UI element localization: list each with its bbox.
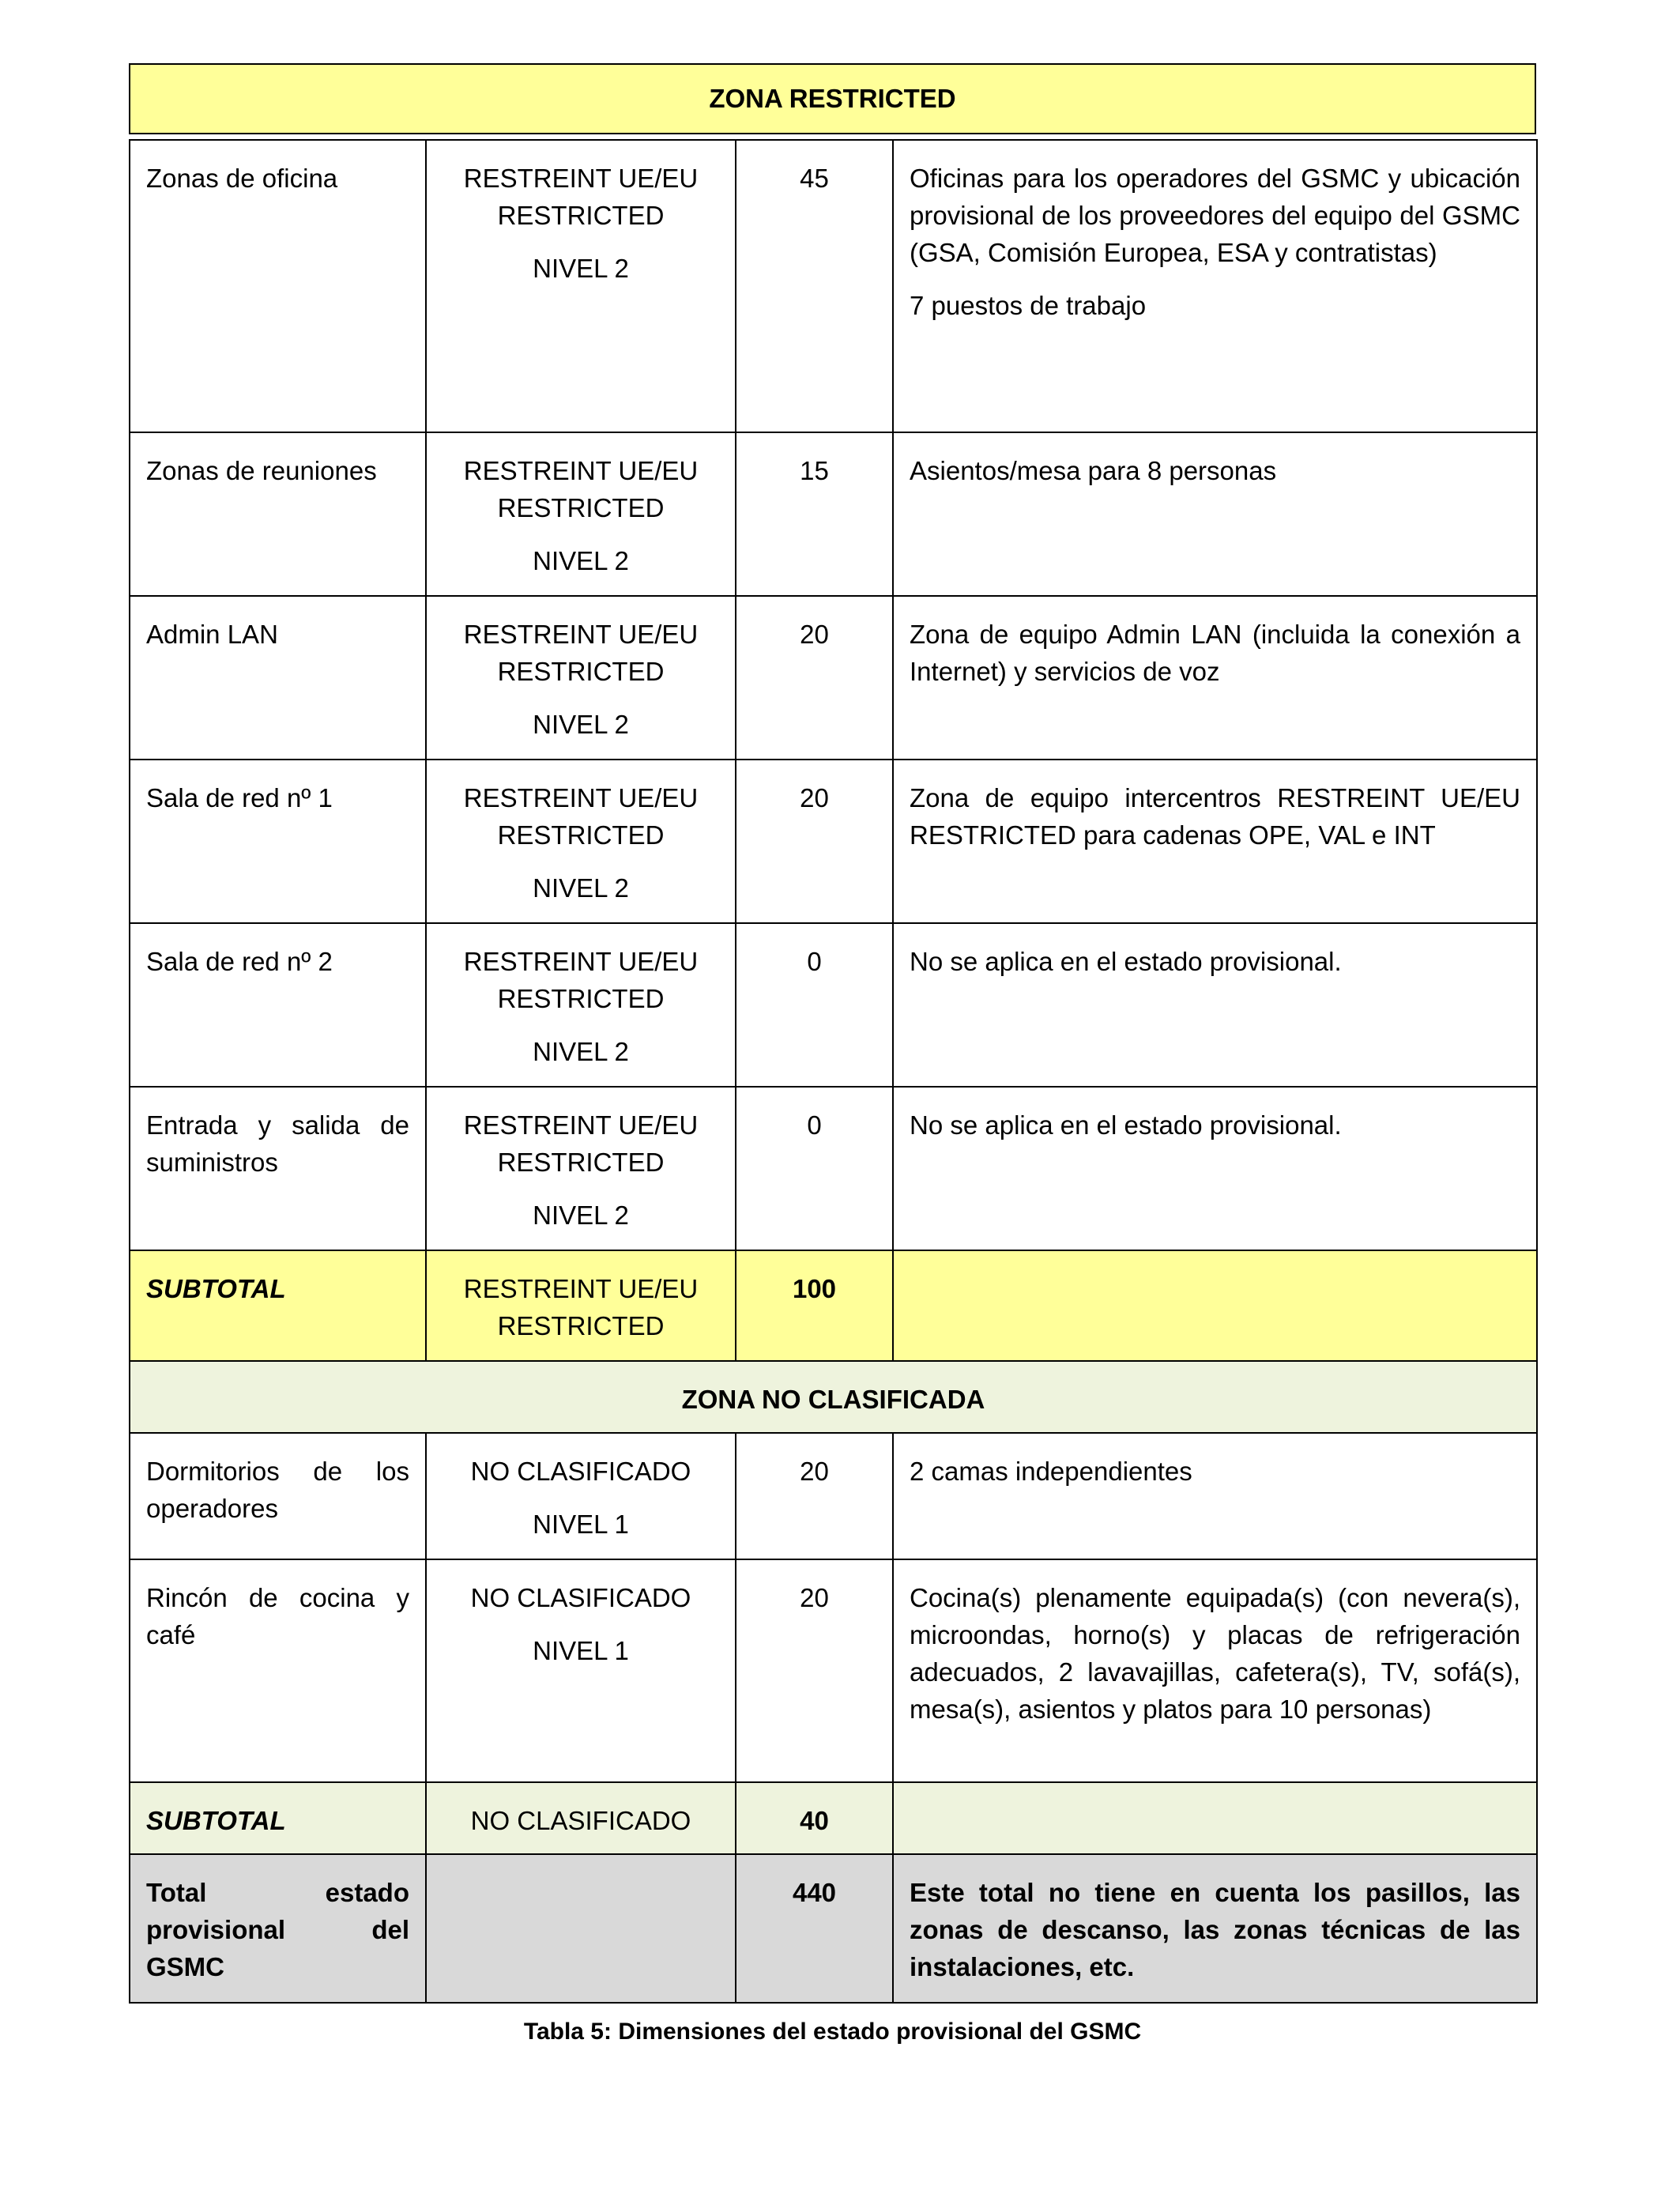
subtotal-row	[130, 1250, 1537, 1361]
description-cell: No se aplica en el estado provisional.	[893, 923, 1537, 1087]
section-title-unclassified: ZONA NO CLASIFICADA	[130, 1361, 1537, 1433]
description-cell: No se aplica en el estado provisional.	[893, 1087, 1537, 1250]
area-cell: 45	[736, 140, 893, 432]
zone-cell: Dormitorios de los operadores	[130, 1433, 426, 1559]
zone-cell: Zonas de oficina	[130, 140, 426, 432]
empty-cell	[893, 1782, 1537, 1854]
table-row	[130, 760, 1537, 923]
table-row	[130, 1433, 1537, 1559]
empty-cell	[426, 1854, 736, 2003]
area-cell: 20	[736, 1559, 893, 1782]
zone-cell: Entrada y salida de suministros	[130, 1087, 426, 1250]
classification-text: RESTREINT UE/EU RESTRICTED	[463, 620, 699, 686]
subtotal-label: SUBTOTAL	[130, 1250, 426, 1361]
table-caption: Tabla 5: Dimensiones del estado provisional del GSMC	[523, 2019, 1142, 2045]
subtotal-classification: RESTREINT UE/EU RESTRICTED	[426, 1250, 736, 1361]
zone-cell: Sala de red nº 2	[130, 923, 426, 1087]
area-cell: 15	[736, 432, 893, 596]
table-row	[130, 596, 1537, 760]
classification-cell	[426, 596, 736, 760]
zone-cell: Rincón de cocina y café	[130, 1559, 426, 1782]
table-row	[130, 432, 1537, 596]
zone-cell: Admin LAN	[130, 596, 426, 760]
level-text: NIVEL 2	[533, 546, 629, 575]
description-cell: Zona de equipo Admin LAN (incluida la conexión a Internet) y servicios de voz	[893, 596, 1537, 760]
description-cell: Zona de equipo intercentros RESTREINT UE/EU RESTRICTED para cadenas OPE, VAL e INT	[893, 760, 1537, 923]
level-text: NIVEL 2	[533, 1037, 629, 1066]
table-row	[130, 923, 1537, 1087]
subtotal-row	[130, 1782, 1537, 1854]
empty-cell	[893, 1250, 1537, 1361]
description-text-2: 7 puestos de trabajo	[910, 291, 1147, 320]
dimensions-table	[129, 139, 1538, 2004]
description-cell: Cocina(s) plenamente equipada(s) (con nevera(s), microondas, horno(s) y placas de refrigeración adecuados, 2 lavavajillas, cafetera(s), TV, sofá(s), mesa(s), asientos y platos para 10 personas)	[893, 1559, 1537, 1782]
classification-cell	[426, 1433, 736, 1559]
subtotal-label: SUBTOTAL	[130, 1782, 426, 1854]
zone-cell: Zonas de reuniones	[130, 432, 426, 596]
area-cell: 20	[736, 596, 893, 760]
level-text: NIVEL 2	[533, 710, 629, 739]
section-title: ZONA RESTRICTED	[709, 84, 956, 113]
section-row	[130, 1361, 1537, 1433]
subtotal-area: 100	[736, 1250, 893, 1361]
classification-text: RESTREINT UE/EU RESTRICTED	[463, 783, 699, 850]
area-cell: 0	[736, 923, 893, 1087]
level-text: NIVEL 1	[533, 1510, 629, 1539]
subtotal-classification: NO CLASIFICADO	[426, 1782, 736, 1854]
table-row	[130, 1087, 1537, 1250]
classification-cell	[426, 923, 736, 1087]
area-cell: 20	[736, 1433, 893, 1559]
classification-text: RESTREINT UE/EU RESTRICTED	[463, 164, 699, 230]
subtotal-area: 40	[736, 1782, 893, 1854]
description-cell	[893, 140, 1537, 432]
total-label: Total estado provisional del GSMC	[130, 1854, 426, 2003]
level-text: NIVEL 2	[533, 254, 629, 283]
classification-text: RESTREINT UE/EU RESTRICTED	[463, 1110, 699, 1177]
level-text: NIVEL 1	[533, 1636, 629, 1665]
classification-cell	[426, 760, 736, 923]
description-text: Oficinas para los operadores del GSMC y ubicación provisional de los proveedores del equipo del GSMC (GSA, Comisión Europea, ESA y contratistas)	[910, 164, 1520, 267]
area-cell: 20	[736, 760, 893, 923]
classification-cell	[426, 432, 736, 596]
table-row	[130, 1559, 1537, 1782]
area-cell: 0	[736, 1087, 893, 1250]
section-header-restricted	[129, 63, 1536, 134]
classification-cell	[426, 1559, 736, 1782]
classification-cell	[426, 1087, 736, 1250]
table-row	[130, 140, 1537, 432]
level-text: NIVEL 2	[533, 873, 629, 903]
total-area: 440	[736, 1854, 893, 2003]
classification-text: NO CLASIFICADO	[470, 1583, 691, 1612]
zone-cell: Sala de red nº 1	[130, 760, 426, 923]
classification-text: NO CLASIFICADO	[470, 1457, 691, 1486]
classification-cell	[426, 140, 736, 432]
total-note: Este total no tiene en cuenta los pasillos, las zonas de descanso, las zonas técnicas de las instalaciones, etc.	[893, 1854, 1537, 2003]
description-cell: Asientos/mesa para 8 personas	[893, 432, 1537, 596]
description-cell: 2 camas independientes	[893, 1433, 1537, 1559]
level-text: NIVEL 2	[533, 1201, 629, 1230]
total-row	[130, 1854, 1537, 2003]
classification-text: RESTREINT UE/EU RESTRICTED	[463, 947, 699, 1013]
classification-text: RESTREINT UE/EU RESTRICTED	[463, 456, 699, 522]
